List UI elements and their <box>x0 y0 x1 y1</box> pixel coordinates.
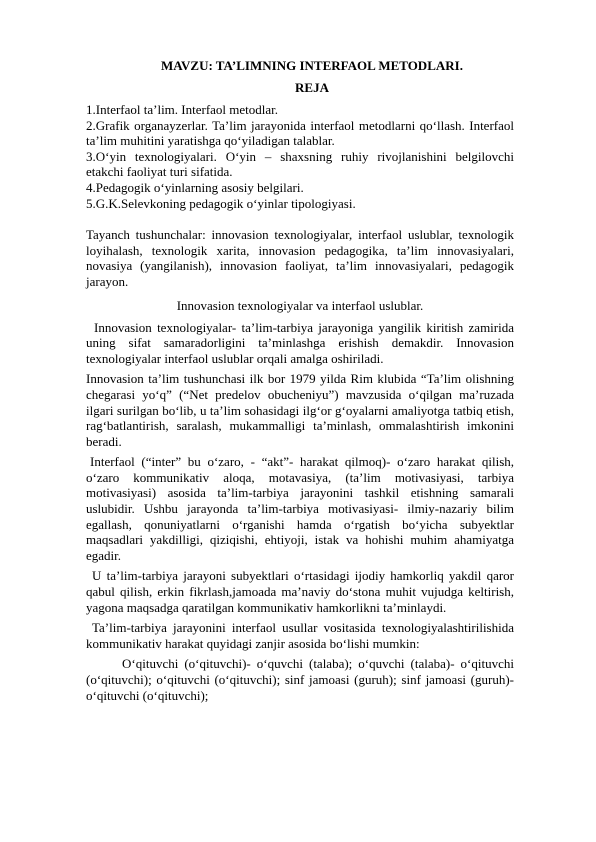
plan-item: 4.Pedagogik o‘yinlarning asosiy belgilari. <box>86 179 304 195</box>
plan-item: 2.Grafik organayzerlar. Ta’lim jarayonida interfaol metodlarni qo‘llash. Interfaol ta’lim muhitini yaratishga qo‘yiladigan talablar. <box>86 117 514 149</box>
body-paragraph: Interfaol (“inter” bu o‘zaro, - “akt”- harakat qilmoq)- o‘zaro harakat qilish, o‘zaro kommunikativ aloqa, motavasiya, (ta’lim motivasiyasi, tarbiya motivasiyasi) asosida ta’lim-tarbiya jarayonini tashkil etishning samarali uslubidir. Ushbu jarayonda ta’lim-tarbiya motivasiyasi- ilmiy-nazariy bilim egallash, qonuniyatlarni o‘rganishi hamda o‘rgatish bo‘yicha subyektlar maqsadlari yakdilligi, qiziqishi, ehtiyoji, istak va hohishi muhim ahamiyatga egadir. <box>86 454 514 563</box>
body-paragraph: O‘qituvchi (o‘qituvchi)- o‘quvchi (talaba); o‘quvchi (talaba)- o‘qituvchi (o‘qituvchi); o‘qituvchi (o‘qituvchi); sinf jamoasi (guruh); sinf jamoasi (guruh)- o‘qituvchi (o‘qituvchi); <box>86 656 514 703</box>
body-paragraph: Innovasion texnologiyalar- ta’lim-tarbiya jarayoniga yangilik kiritish zamirida uning sifat samaradorligini ta’minlashga erishish demakdir. Innovasion texnologiyalar interfaol uslublar orqali amalga oshiriladi. <box>86 319 514 366</box>
body-paragraph: Innovasion ta’lim tushunchasi ilk bor 1979 yilda Rim klubida “Ta’lim olishning chegarasi yo‘q” (“Net predelov obucheniyu”) mavzusida o‘qilgan ma’ruzada ilgari surilgan bo‘lib, u ta’lim sohasidagi ilg‘or g‘oyalarni amaliyotga tatbiq etish, rag‘batlantirish, saralash, mukammalligi ta’minlash, ommalashtirish imkonini beradi. <box>86 371 514 449</box>
plan-heading: REJA <box>295 80 329 95</box>
section-heading: Innovasion texnologiyalar va interfaol uslublar. <box>176 297 424 313</box>
document-title: MAVZU: TA’LIMNING INTERFAOL METODLARI. <box>161 58 463 73</box>
plan-item: 5.G.K.Selevkoning pedagogik o‘yinlar tipologiyasi. <box>86 195 356 211</box>
plan-item: 3.O‘yin texnologiyalari. O‘yin – shaxsning ruhiy rivojlanishini belgilovchi etakchi faoliyat turi sifatida. <box>86 148 514 180</box>
document-page <box>86 58 514 703</box>
body-paragraph: Ta’lim-tarbiya jarayonini interfaol usullar vositasida texnologiyalashtirilishida kommunikativ harakat quyidagi zanjir asosida bo‘lishi mumkin: <box>86 620 514 651</box>
body-paragraph: U ta’lim-tarbiya jarayoni subyektlari o‘rtasidagi ijodiy hamkorliq yakdil qaror qabul qilish, erkin fikrlash,jamoada ma’naviy do‘stona muhit vujudga keltirish, yagona maqsadga qaratilgan kommunikativ hamkorlikni ta’minlaydi. <box>86 568 514 615</box>
key-concepts-paragraph: Tayanch tushunchalar: innovasion texnologiyalar, interfaol uslublar, texnologik loyihalash, texnologik xarita, innovasion pedagogika, ta’lim innovasiyalari, novasiya (yangilanish), innovasion faoliyat, ta’lim innovasiyalari, pedagogik jarayon. <box>86 227 514 289</box>
plan-item: 1.Interfaol ta’lim. Interfaol metodlar. <box>86 102 279 117</box>
plan-list <box>86 102 514 211</box>
